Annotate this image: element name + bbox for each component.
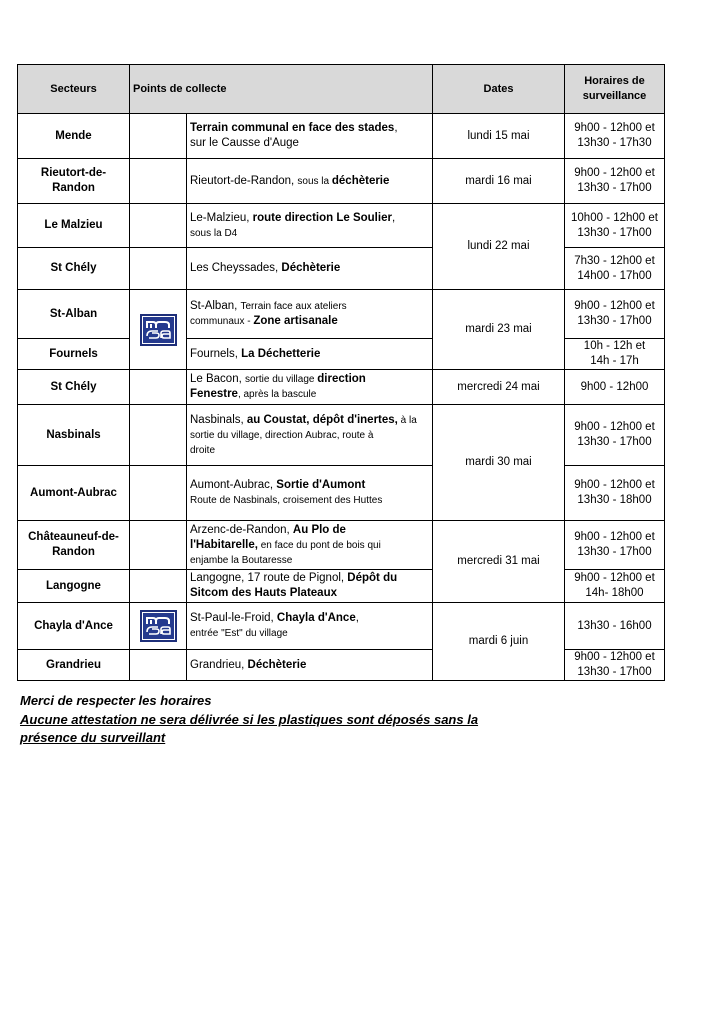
hours-cell [565,650,665,681]
secteur-label: Randon [52,546,95,558]
hours-line: 14h- 18h00 [585,587,644,599]
point-de-collecte [187,466,433,521]
hours-line: 13h30 - 17h00 [577,315,652,327]
place-bold: Sitcom des Hauts Plateaux [190,587,337,599]
point-de-collecte [187,204,433,248]
secteur-label: St Chély [50,380,97,393]
hours-line: 13h30 - 17h30 [577,137,652,149]
secteur-cell [18,248,130,290]
logo-cell [130,204,187,248]
point-de-collecte [187,603,433,650]
secteur-label: Fournels [49,347,98,360]
hours-cell [565,603,665,650]
secteur-cell [18,650,130,681]
secteur-label: Nasbinals [46,428,101,441]
logo-cell [130,290,187,370]
hours-cell [565,521,665,570]
table-row [18,159,665,204]
point-de-collecte [187,370,433,405]
hours-line: 9h00 - 12h00 et [574,300,655,312]
place-text: Les Cheyssades, [190,262,282,274]
hours-line: 13h30 - 17h00 [577,226,652,239]
hours-line: 14h00 - 17h00 [577,269,652,282]
note-respect-horaires: Merci de respecter les horaires [20,693,212,708]
secteur-cell [18,339,130,370]
secteur-label: St-Alban [49,307,98,320]
place-bold: Terrain communal en face des stades [190,122,395,134]
table-row [18,248,665,290]
hours-line: 13h30 - 17h00 [577,546,652,558]
place-bold: Zone artisanale [253,315,338,327]
logo-cell [130,466,187,521]
date-cell: mercredi 31 mai [433,521,565,603]
date-cell: mardi 30 mai [433,405,565,521]
place-bold: direction [317,373,366,385]
place-text: Arzenc-de-Randon, [190,523,293,536]
point-de-collecte [187,405,433,466]
hours-cell [565,204,665,248]
place-bold: route direction Le Soulier [252,211,392,224]
place-bold: au Coustat, dépôt d'inertes, [246,413,398,426]
header-dates: Dates [433,65,565,114]
hours-cell [565,248,665,290]
date-cell: mercredi 24 mai [433,370,565,405]
hours-line: 9h00 - 12h00 et [574,421,655,433]
place-text: à la [397,414,417,426]
point-de-collecte [187,650,433,681]
hours-cell [565,370,665,405]
point-de-collecte [187,114,433,159]
date-cell: mardi 16 mai [433,159,565,204]
table-row [18,405,665,466]
place-bold: Fenestre [190,388,238,400]
logo-cell [130,159,187,204]
secteur-cell [18,570,130,603]
table-row [18,370,665,405]
logo-cell [130,650,187,681]
place-text: Aumont-Aubrac, [190,479,277,491]
date-cell: mardi 23 mai [433,290,565,370]
secteur-cell [18,603,130,650]
place-text: communaux - [190,316,254,327]
header-secteurs: Secteurs [18,65,130,114]
hours-line: 9h00 - 12h00 et [574,531,655,543]
logo-cell [130,521,187,570]
secteur-label: Aumont-Aubrac [30,486,117,499]
msa-logo-icon [140,610,177,642]
place-bold: Au Plo de [292,523,346,536]
place-text: Rieutort-de-Randon, [190,174,298,187]
table-row [18,650,665,681]
hours-line: 13h30 - 17h00 [577,436,652,448]
logo-cell [130,248,187,290]
place-bold: Déchèterie [247,658,307,671]
logo-cell [130,570,187,603]
logo-cell [130,370,187,405]
secteur-cell [18,370,130,405]
place-text: Nasbinals, [190,413,247,426]
collection-schedule-table [17,64,665,681]
place-text: Fournels, [190,347,242,360]
secteur-label: Mende [55,129,92,142]
hours-line: 13h30 - 17h00 [577,666,652,678]
point-de-collecte [187,521,433,570]
place-text: St-Alban, [190,300,241,312]
secteur-label: Randon [52,182,95,194]
date-cell: lundi 15 mai [433,114,565,159]
place-text: Route de Nasbinals, croisement des Huttes [190,495,383,506]
note-attestation-line2: présence du surveillant [20,730,166,745]
place-text: Terrain face aux ateliers [240,301,347,312]
secteur-cell [18,290,130,339]
secteur-cell [18,204,130,248]
secteur-cell [18,114,130,159]
place-text: Le Bacon, [190,373,245,385]
logo-cell [130,114,187,159]
point-de-collecte [187,570,433,603]
point-de-collecte [187,290,433,339]
place-bold: Déchèterie [281,262,341,274]
secteur-label: Chayla d'Ance [34,619,113,632]
secteur-label: Langogne [46,579,101,592]
table-header-row [18,65,665,114]
table-row [18,466,665,521]
hours-line: 14h - 17h [590,355,639,367]
place-text: sortie du village [244,374,318,385]
place-text: sortie du village, direction Aubrac, route à [190,429,374,441]
header-horaires-line1: Horaires de [584,75,645,87]
hours-cell [565,290,665,339]
place-text: enjambe la Boutaresse [190,554,293,566]
hours-line: 13h30 - 16h00 [577,619,652,632]
date-cell: lundi 22 mai [433,204,565,290]
secteur-label: Grandrieu [46,658,101,671]
place-bold: déchèterie [331,174,390,187]
table-row [18,339,665,370]
place-bold: l'Habitarelle, [190,538,258,551]
hours-cell [565,405,665,466]
table-row [18,114,665,159]
place-text: Grandrieu, [190,658,248,671]
place-bold: La Déchetterie [241,347,321,360]
place-text: sous la [297,175,332,187]
secteur-cell [18,405,130,466]
secteur-label: St Chély [50,262,97,274]
point-de-collecte [187,159,433,204]
hours-line: 9h00 - 12h00 et [574,122,655,134]
logo-cell [130,603,187,650]
secteur-label: Châteauneuf-de- [28,531,119,543]
point-de-collecte [187,339,433,370]
logo-cell [130,405,187,466]
place-text: Langogne, 17 route de Pignol, [190,572,348,584]
hours-cell [565,114,665,159]
hours-line: 7h30 - 12h00 et [574,254,655,267]
point-de-collecte [187,248,433,290]
hours-line: 9h00 - 12h00 [580,380,649,393]
place-text: St-Paul-le-Froid, [190,612,277,624]
secteur-cell [18,521,130,570]
hours-line: 9h00 - 12h00 et [574,167,655,179]
table-row [18,521,665,570]
secteur-label: Le Malzieu [44,219,103,231]
table-row [18,603,665,650]
place-bold: Sortie d'Aumont [276,479,366,491]
secteur-cell [18,159,130,204]
hours-line: 10h00 - 12h00 et [571,211,658,224]
hours-line: 13h30 - 17h00 [577,182,652,194]
hours-line: 10h - 12h et [583,340,646,352]
hours-cell [565,339,665,370]
table-row [18,290,665,339]
hours-cell [565,570,665,603]
place-bold: Chayla d'Ance [276,612,356,624]
place-text: Le-Malzieu, [190,211,253,224]
secteur-cell [18,466,130,521]
header-horaires-line2: surveillance [582,90,647,102]
msa-logo-icon [140,314,177,346]
table-row [18,570,665,603]
note-attestation-line1: Aucune attestation ne sera délivrée si les plastiques sont déposés sans la [20,712,479,727]
place-text: sur le Causse d'Auge [190,137,299,149]
secteur-label: Rieutort-de- [40,167,107,179]
hours-line: 9h00 - 12h00 et [574,479,655,491]
place-text: sous la D4 [190,227,238,239]
place-text: entrée "Est" du village [190,628,288,639]
place-text: en face du pont de bois qui [257,539,381,551]
hours-cell [565,159,665,204]
place-bold: Dépôt du [347,572,398,584]
place-text: , [394,122,398,134]
hours-cell [565,466,665,521]
date-cell: mardi 6 juin [433,603,565,681]
place-text: , [355,612,359,624]
place-text: , après la bascule [237,389,317,400]
hours-line: 13h30 - 18h00 [577,494,652,506]
table-row [18,204,665,248]
header-horaires [565,65,665,114]
place-text: , [391,211,396,224]
hours-line: 9h00 - 12h00 et [574,651,655,663]
hours-line: 9h00 - 12h00 et [574,572,655,584]
header-points: Points de collecte [130,65,433,114]
place-text: droite [190,444,216,456]
